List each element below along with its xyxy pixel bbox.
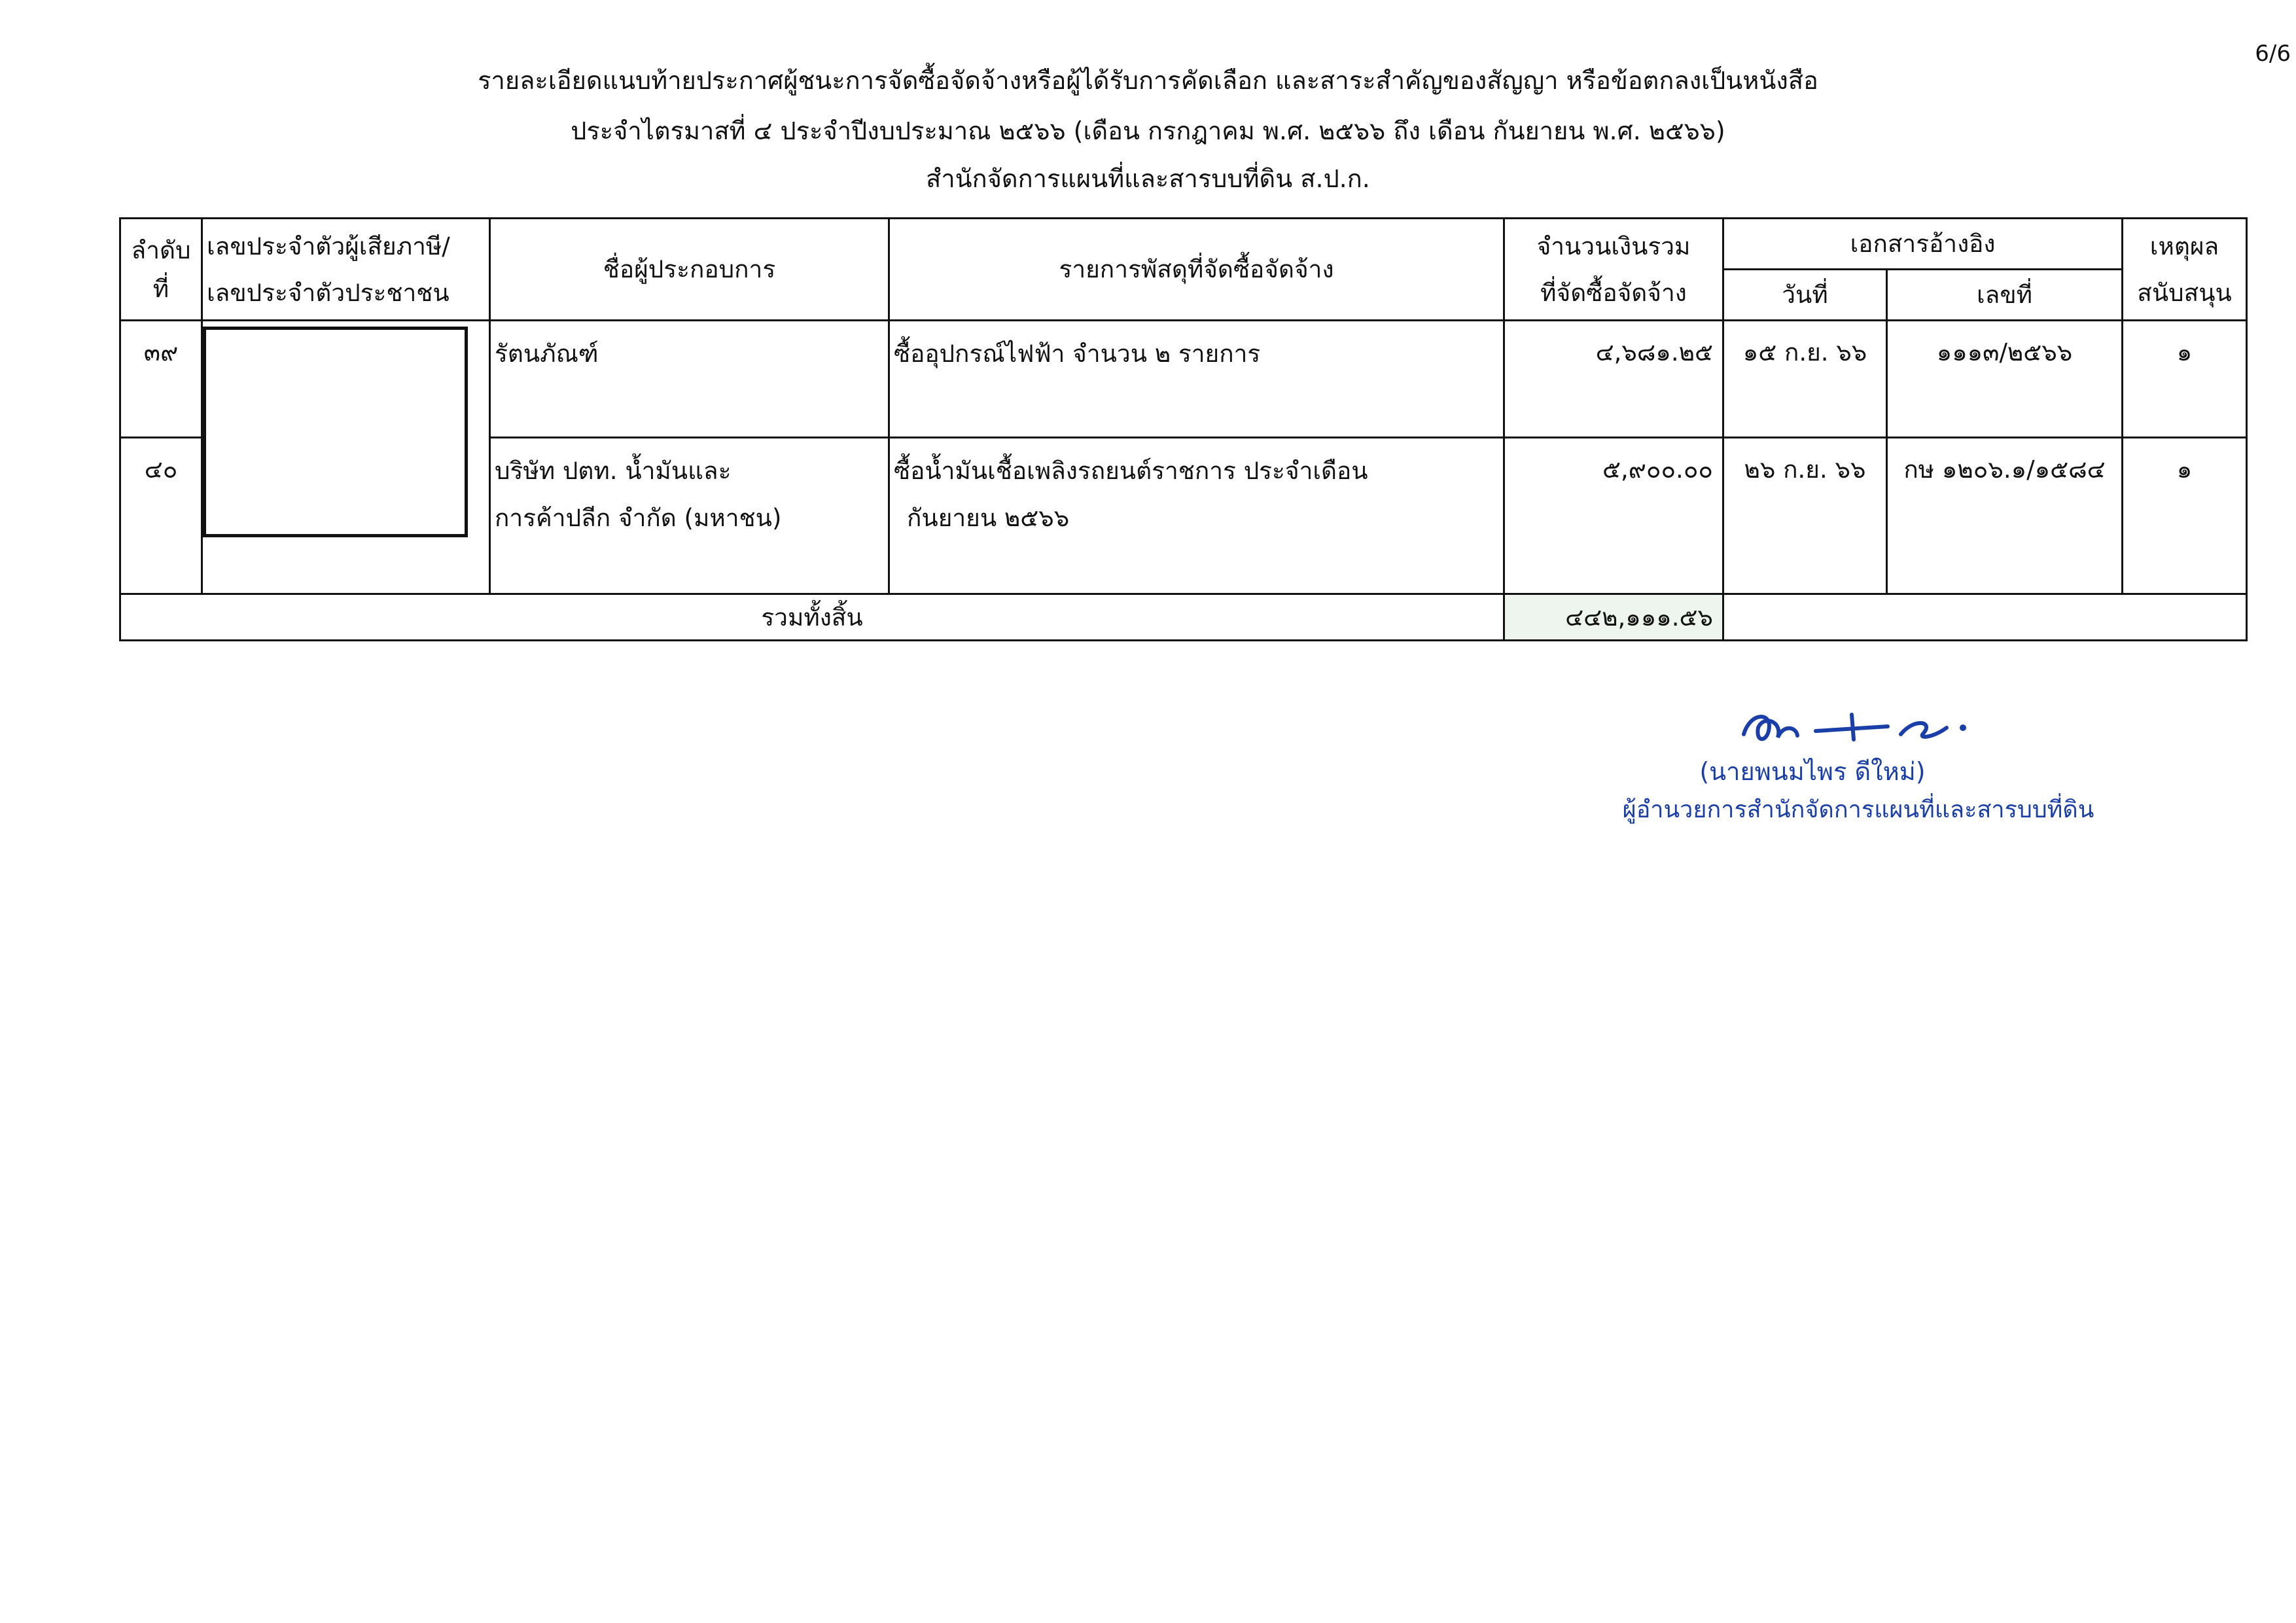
row-item-line1: ซื้อน้ำมันเชื้อเพลิงรถยนต์ราชการ ประจำเดือน — [894, 457, 1368, 485]
row-seq: ๓๙ — [120, 321, 202, 438]
row-amount: ๔,๖๘๑.๒๕ — [1504, 321, 1723, 438]
taxid-cell — [202, 321, 490, 594]
row-reason: ๑ — [2123, 438, 2247, 594]
header-items: รายการพัสดุที่จัดซื้อจัดจ้าง — [889, 219, 1504, 321]
header-vendor: ชื่อผู้ประกอบการ — [490, 219, 889, 321]
header-seq — [120, 219, 202, 321]
row-item-line2: กันยายน ๒๕๖๖ — [907, 504, 1070, 532]
header-row — [120, 219, 2247, 270]
row-item — [889, 438, 1504, 594]
row-ref-date: ๑๕ ก.ย. ๖๖ — [1723, 321, 1887, 438]
handwritten-signature — [1737, 702, 1999, 754]
row-seq: ๔๐ — [120, 438, 202, 594]
row-amount: ๕,๙๐๐.๐๐ — [1504, 438, 1723, 594]
document-title-line1: รายละเอียดแนบท้ายประกาศผู้ชนะการจัดซื้อจัดจ้างหรือผู้ได้รับการคัดเลือก และสาระสำคัญของสัญญา หรือข้อตกลงเป็นหนังสือ — [478, 66, 1818, 95]
total-row — [120, 594, 2247, 641]
page-number: 6/6 — [2255, 41, 2291, 67]
header-reason-line2: สนับสนุน — [2137, 278, 2232, 307]
header-taxid — [202, 219, 490, 321]
row-ref-no: กษ ๑๒๐๖.๑/๑๕๘๔ — [1887, 438, 2123, 594]
header-ref-no: เลขที่ — [1887, 270, 2123, 321]
header-taxid-line2: เลขประจำตัวประชาชน — [207, 278, 450, 307]
row-vendor-line1: รัตนภัณฑ์ — [495, 340, 599, 368]
row-reason: ๑ — [2123, 321, 2247, 438]
signer-name: (นายพนมไพร ดีใหม่) — [1699, 757, 1926, 786]
signer-position: ผู้อำนวยการสำนักจัดการแผนที่และสารบบที่ดิน — [1622, 796, 2094, 823]
redaction-box — [203, 327, 468, 537]
total-empty — [1723, 594, 2247, 641]
row-item-line1: ซื้ออุปกรณ์ไฟฟ้า จำนวน ๒ รายการ — [894, 340, 1261, 368]
row-vendor — [490, 321, 889, 438]
table-row — [120, 321, 2247, 438]
header-taxid-line1: เลขประจำตัวผู้เสียภาษี/ — [207, 232, 450, 260]
header-seq-line2: ที่ — [152, 274, 169, 303]
document-title-line3: สำนักจัดการแผนที่และสารบบที่ดิน ส.ป.ก. — [926, 164, 1370, 193]
header-reason-line1: เหตุผล — [2149, 232, 2219, 260]
header-amount — [1504, 219, 1723, 321]
document-title-line2: ประจำไตรมาสที่ ๔ ประจำปีงบประมาณ ๒๕๖๖ (เดือน กรกฎาคม พ.ศ. ๒๕๖๖ ถึง เดือน กันยายน พ.ศ. ๒๕๖๖) — [571, 116, 1725, 145]
header-reason — [2123, 219, 2247, 321]
row-vendor — [490, 438, 889, 594]
total-label: รวมทั้งสิ้น — [120, 594, 1504, 641]
row-vendor-line1: บริษัท ปตท. น้ำมันและ — [495, 457, 732, 485]
total-value: ๔๔๒,๑๑๑.๕๖ — [1504, 594, 1723, 641]
row-vendor-line2: การค้าปลีก จำกัด (มหาชน) — [495, 504, 782, 532]
procurement-table — [119, 217, 2248, 641]
row-ref-date: ๒๖ ก.ย. ๖๖ — [1723, 438, 1887, 594]
header-reference: เอกสารอ้างอิง — [1723, 219, 2123, 270]
row-item — [889, 321, 1504, 438]
row-ref-no: ๑๑๑๓/๒๕๖๖ — [1887, 321, 2123, 438]
header-amount-line2: ที่จัดซื้อจัดจ้าง — [1540, 278, 1687, 307]
header-amount-line1: จำนวนเงินรวม — [1536, 232, 1691, 260]
header-ref-date: วันที่ — [1723, 270, 1887, 321]
header-seq-line1: ลำดับ — [131, 236, 191, 264]
